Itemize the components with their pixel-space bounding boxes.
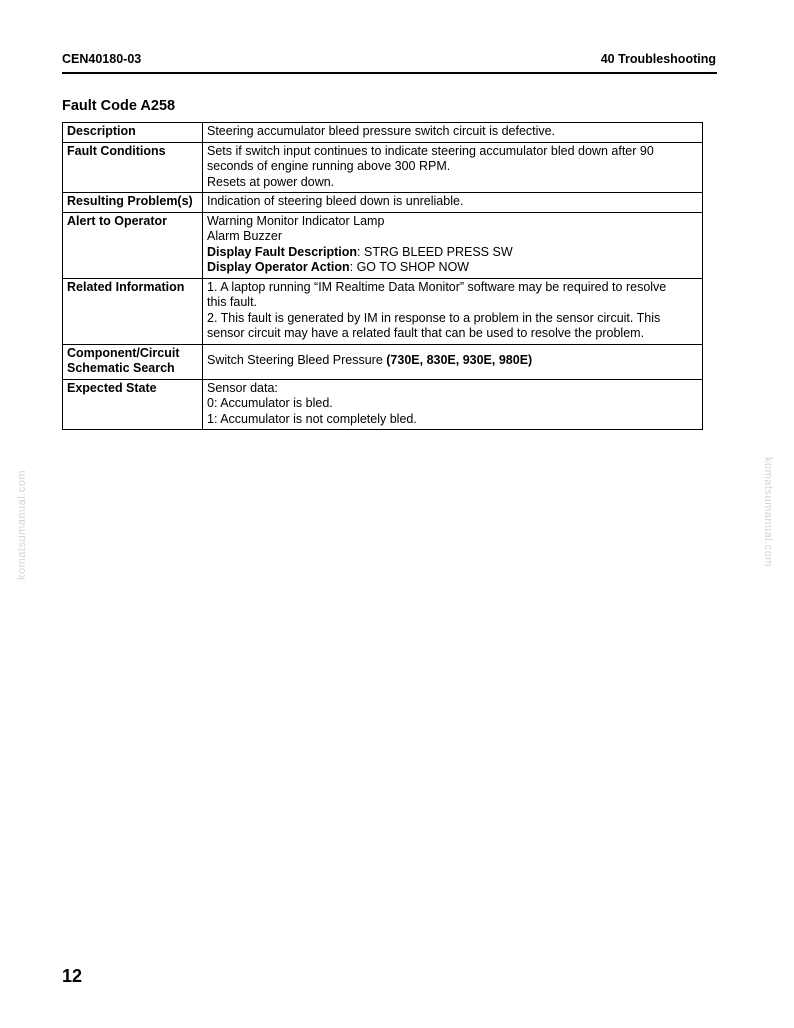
display-fault-description (207, 245, 698, 261)
text-line: Sensor data: (207, 380, 278, 395)
text-line: Sets if switch input continues to indicate steering accumulator bled down after 90 (207, 143, 654, 158)
inline-value: : GO TO SHOP NOW (349, 260, 470, 274)
row-value (203, 212, 703, 278)
table-row-resulting-problems (63, 193, 703, 213)
table-row-related-information (63, 278, 703, 344)
fault-code-title: Fault Code A258 (62, 98, 176, 114)
inline-label: Display Fault Description (207, 244, 358, 259)
row-label: Resulting Problem(s) (63, 193, 203, 213)
text-line: Alarm Buzzer (207, 229, 283, 243)
text-line: Resets at power down. (207, 174, 335, 189)
row-label: Expected State (63, 379, 203, 430)
text-line: 1: Accumulator is not completely bled. (207, 411, 417, 426)
page-number: 12 (62, 966, 83, 986)
inline-value: : STRG BLEED PRESS SW (357, 244, 513, 259)
row-label: Description (63, 123, 203, 143)
row-label: Related Information (63, 278, 203, 344)
table-row-alert-to-operator (63, 212, 703, 278)
text-line: 2. This fault is generated by IM in response to a problem in the sensor circuit. This (207, 310, 661, 325)
watermark-right: komatsumanual.com (762, 457, 774, 567)
text-line: 1. A laptop running “IM Realtime Data Monitor” software may be required to resolve (207, 279, 667, 294)
row-value (203, 344, 703, 379)
row-value (203, 278, 703, 344)
table-row-description (63, 123, 703, 143)
table-row-expected-state (63, 379, 703, 430)
watermark-left: komatsumanual.com (16, 470, 28, 580)
row-value (203, 379, 703, 430)
display-operator-action (207, 260, 698, 276)
text-line: sensor circuit may have a related fault that can be used to resolve the problem. (207, 326, 645, 340)
row-label: Fault Conditions (63, 142, 203, 193)
component-name: Switch Steering Bleed Pressure (207, 353, 387, 368)
text-line: seconds of engine running above 300 RPM. (207, 159, 451, 173)
inline-label: Display Operator Action (207, 260, 350, 274)
row-value: Steering accumulator bleed pressure switch circuit is defective. (203, 123, 703, 143)
row-label: Alert to Operator (63, 212, 203, 278)
text-line: 0: Accumulator is bled. (207, 396, 333, 410)
section-heading: 40 Troubleshooting (600, 52, 716, 66)
header-divider (62, 72, 717, 74)
text-line: Warning Monitor Indicator Lamp (207, 213, 385, 228)
row-label (63, 344, 203, 379)
document-id: CEN40180-03 (62, 52, 142, 66)
fault-code-table (62, 122, 703, 430)
text-line: this fault. (207, 295, 258, 309)
model-list: (730E, 830E, 930E, 980E) (386, 353, 533, 368)
text-line: Schematic Search (67, 361, 175, 375)
text-line: Component/Circuit (67, 345, 180, 360)
row-value (203, 142, 703, 193)
table-row-component (63, 344, 703, 379)
table-row-fault-conditions (63, 142, 703, 193)
row-value: Indication of steering bleed down is unreliable. (203, 193, 703, 213)
